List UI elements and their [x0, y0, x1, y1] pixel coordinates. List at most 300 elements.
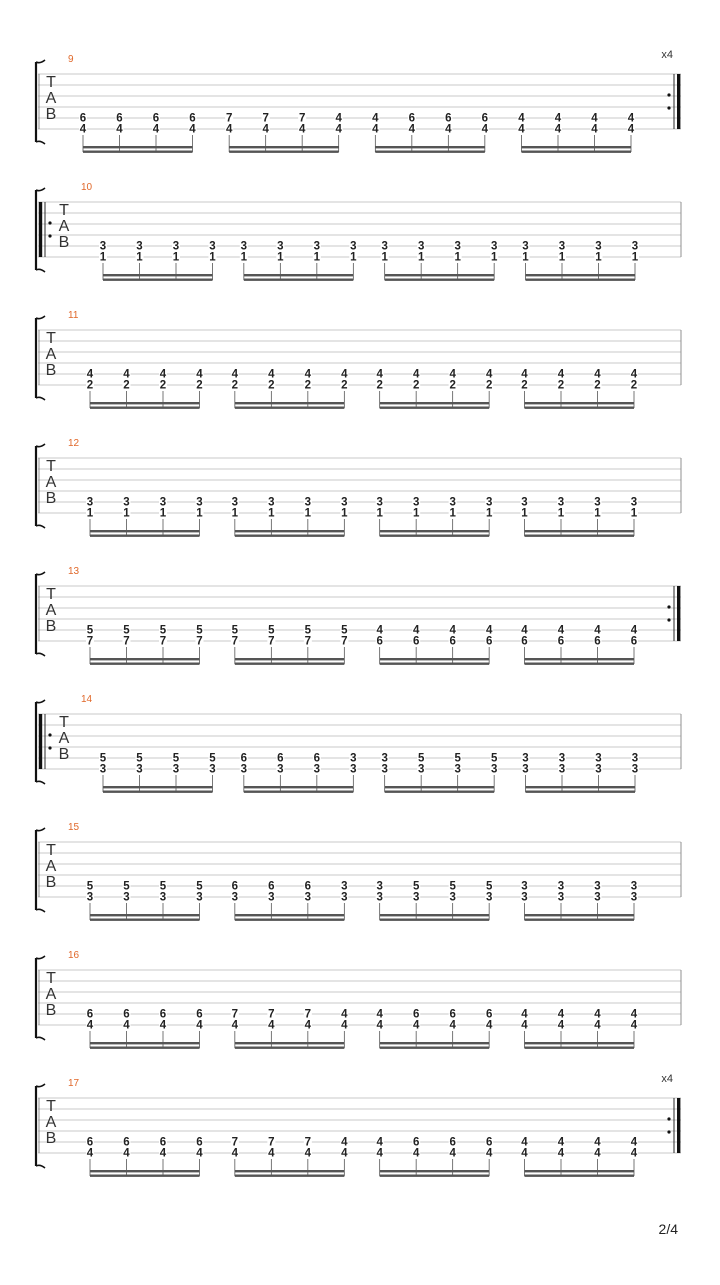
fret-number: 4 — [304, 1147, 312, 1160]
fret-number: 3 — [240, 763, 248, 776]
fret-number: 1 — [209, 251, 216, 264]
tab-clef-letter: B — [58, 746, 70, 763]
fret-number: 4 — [376, 1136, 383, 1149]
fret-number: 3 — [557, 880, 565, 893]
fret-number: 5 — [159, 624, 167, 637]
fret-number: 4 — [485, 1147, 493, 1160]
fret-number: 4 — [412, 368, 420, 381]
tab-system — [36, 1073, 681, 1177]
fret-number: 3 — [341, 880, 348, 893]
fret-number: 6 — [449, 1008, 456, 1021]
fret-number: 4 — [554, 112, 562, 125]
fret-number: 4 — [268, 368, 275, 381]
tab-clef-letter: A — [45, 474, 57, 491]
bracket-cap-bottom — [36, 141, 45, 144]
tab-clef-letter: T — [46, 74, 56, 91]
tab-system — [36, 182, 681, 281]
fret-number: 1 — [558, 251, 566, 264]
repeat-dot — [667, 93, 670, 96]
tab-system — [36, 950, 681, 1049]
fret-number: 3 — [631, 763, 639, 776]
fret-number: 5 — [196, 624, 203, 637]
fret-number: 4 — [268, 1019, 275, 1032]
fret-number: 6 — [268, 880, 275, 893]
fret-number: 4 — [123, 1147, 130, 1160]
beam — [526, 279, 636, 281]
fret-number: 3 — [454, 763, 461, 776]
fret-number: 4 — [521, 368, 528, 381]
fret-number: 4 — [594, 1019, 601, 1032]
fret-number: 4 — [627, 112, 635, 125]
beam — [525, 535, 635, 537]
bracket-cap-bottom — [36, 909, 45, 912]
fret-number: 5 — [172, 752, 180, 765]
fret-number: 3 — [558, 752, 566, 765]
fret-number: 4 — [123, 1019, 130, 1032]
fret-number: 6 — [123, 1136, 130, 1149]
tab-clef-letter: A — [45, 858, 57, 875]
fret-number: 2 — [594, 379, 601, 392]
beam — [90, 1047, 200, 1049]
fret-number: 3 — [86, 496, 94, 509]
fret-number: 3 — [123, 891, 130, 904]
fret-number: 4 — [630, 1008, 638, 1021]
measure-number: 16 — [68, 950, 80, 961]
tab-clef-letter: T — [46, 1098, 56, 1115]
measure-number: 10 — [81, 182, 93, 193]
fret-number: 1 — [240, 251, 248, 264]
measure-number: 11 — [68, 310, 79, 321]
fret-number: 4 — [521, 624, 528, 637]
fret-number: 3 — [521, 880, 528, 893]
tab-clef-letter: B — [45, 106, 57, 123]
beam — [525, 919, 635, 921]
fret-number: 4 — [298, 123, 306, 136]
fret-number: 5 — [341, 624, 348, 637]
fret-number: 3 — [350, 752, 357, 765]
bracket-cap-top — [36, 956, 45, 959]
fret-number: 3 — [304, 496, 312, 509]
beam — [385, 279, 495, 281]
fret-number: 4 — [376, 1019, 383, 1032]
fret-number: 2 — [341, 379, 348, 392]
fret-number: 7 — [341, 635, 348, 648]
beam — [235, 1175, 344, 1177]
fret-number: 6 — [408, 112, 416, 125]
fret-number: 1 — [341, 507, 348, 520]
fret-number: 7 — [159, 635, 167, 648]
beam — [385, 786, 495, 788]
fret-number: 4 — [518, 112, 525, 125]
repeat-end-thick-bar — [677, 586, 680, 641]
tab-clef-letter: T — [46, 330, 56, 347]
measure-number: 9 — [68, 54, 74, 65]
fret-number: 5 — [99, 752, 107, 765]
fret-number: 5 — [123, 624, 130, 637]
fret-number: 3 — [99, 763, 107, 776]
beam — [235, 402, 344, 404]
fret-number: 6 — [485, 1136, 493, 1149]
fret-number: 3 — [209, 763, 216, 776]
tab-clef-letter: B — [45, 874, 57, 891]
fret-number: 7 — [86, 635, 94, 648]
fret-number: 1 — [381, 251, 388, 264]
fret-number: 3 — [558, 240, 566, 253]
fret-number: 6 — [449, 635, 456, 648]
fret-number: 1 — [196, 507, 203, 520]
fret-number: 4 — [445, 123, 452, 136]
fret-number: 7 — [231, 1008, 239, 1021]
repeat-dot — [48, 221, 51, 224]
fret-number: 5 — [159, 880, 167, 893]
fret-number: 3 — [630, 891, 638, 904]
fret-number: 5 — [304, 624, 312, 637]
beam — [244, 274, 353, 276]
bracket-cap-bottom — [36, 269, 45, 272]
beam — [235, 535, 344, 537]
beam — [385, 274, 495, 276]
beam — [235, 530, 344, 532]
fret-number: 3 — [376, 496, 383, 509]
fret-number: 4 — [449, 1147, 456, 1160]
beam — [380, 402, 490, 404]
beam — [235, 1047, 344, 1049]
bracket-cap-bottom — [36, 1037, 45, 1040]
fret-number: 4 — [485, 624, 493, 637]
beam — [380, 1170, 490, 1172]
beam — [90, 402, 200, 404]
repeat-dot — [667, 1130, 670, 1133]
fret-number: 5 — [209, 752, 216, 765]
repeat-start-thick-bar — [39, 202, 42, 257]
tab-system — [36, 310, 681, 409]
fret-number: 4 — [268, 1147, 275, 1160]
beam — [103, 786, 213, 788]
fret-number: 7 — [231, 1136, 239, 1149]
fret-number: 6 — [376, 635, 383, 648]
beam — [235, 1042, 344, 1044]
fret-number: 4 — [231, 368, 239, 381]
fret-number: 1 — [86, 507, 94, 520]
fret-number: 7 — [268, 1136, 275, 1149]
fret-number: 3 — [381, 752, 388, 765]
tab-clef-letter: B — [45, 1130, 57, 1147]
repeat-dot — [48, 733, 51, 736]
fret-number: 6 — [557, 635, 565, 648]
fret-number: 4 — [152, 123, 160, 136]
fret-number: 3 — [231, 496, 239, 509]
fret-number: 4 — [557, 1019, 565, 1032]
fret-number: 6 — [116, 112, 123, 125]
fret-number: 3 — [557, 496, 565, 509]
tab-system — [36, 49, 681, 153]
fret-number: 6 — [123, 1008, 130, 1021]
fret-number: 5 — [268, 624, 275, 637]
fret-number: 4 — [557, 1008, 565, 1021]
beam — [235, 1170, 344, 1172]
fret-number: 3 — [159, 496, 167, 509]
fret-number: 3 — [595, 240, 602, 253]
beam — [525, 1170, 635, 1172]
fret-number: 6 — [277, 752, 284, 765]
beam — [103, 279, 213, 281]
measure-number: 14 — [81, 694, 93, 705]
fret-number: 3 — [631, 240, 639, 253]
fret-number: 3 — [595, 752, 602, 765]
repeat-count: x4 — [661, 1073, 673, 1085]
fret-number: 4 — [335, 123, 342, 136]
fret-number: 3 — [449, 891, 456, 904]
fret-number: 6 — [79, 112, 87, 125]
fret-number: 4 — [341, 1008, 348, 1021]
measure-number: 12 — [68, 438, 80, 449]
fret-number: 5 — [412, 880, 420, 893]
fret-number: 3 — [595, 763, 602, 776]
fret-number: 2 — [521, 379, 528, 392]
fret-number: 4 — [159, 368, 167, 381]
fret-number: 4 — [449, 1019, 456, 1032]
fret-number: 4 — [376, 1008, 383, 1021]
fret-number: 4 — [557, 368, 565, 381]
fret-number: 4 — [557, 1147, 565, 1160]
fret-number: 3 — [557, 891, 565, 904]
fret-number: 4 — [449, 624, 456, 637]
beam — [90, 1175, 200, 1177]
fret-number: 2 — [449, 379, 456, 392]
fret-number: 6 — [196, 1136, 203, 1149]
bracket-cap-top — [36, 572, 45, 575]
fret-number: 4 — [412, 624, 420, 637]
fret-number: 6 — [86, 1136, 94, 1149]
fret-number: 3 — [454, 240, 461, 253]
repeat-end-thick-bar — [677, 74, 680, 129]
fret-number: 4 — [196, 368, 203, 381]
fret-number: 4 — [412, 1147, 420, 1160]
beam — [380, 1047, 490, 1049]
bracket-cap-top — [36, 188, 45, 191]
fret-number: 4 — [521, 1147, 528, 1160]
fret-number: 1 — [557, 507, 565, 520]
fret-number: 1 — [99, 251, 107, 264]
tab-clef-letter: A — [58, 730, 70, 747]
fret-number: 3 — [277, 763, 284, 776]
fret-number: 1 — [417, 251, 425, 264]
fret-number: 4 — [86, 1019, 94, 1032]
page-number: 2/4 — [658, 1221, 678, 1237]
fret-number: 3 — [209, 240, 216, 253]
fret-number: 4 — [231, 1147, 239, 1160]
beam — [526, 786, 636, 788]
fret-number: 3 — [123, 496, 130, 509]
beam — [525, 1042, 635, 1044]
fret-number: 2 — [123, 379, 130, 392]
fret-number: 7 — [196, 635, 203, 648]
beam — [244, 279, 353, 281]
fret-number: 4 — [376, 368, 383, 381]
fret-number: 6 — [630, 635, 638, 648]
fret-number: 4 — [557, 624, 565, 637]
beam — [526, 274, 636, 276]
fret-number: 3 — [417, 240, 425, 253]
fret-number: 2 — [86, 379, 94, 392]
fret-number: 5 — [136, 752, 143, 765]
fret-number: 4 — [485, 368, 493, 381]
fret-number: 3 — [341, 891, 348, 904]
fret-number: 4 — [449, 368, 456, 381]
fret-number: 3 — [196, 496, 203, 509]
fret-number: 4 — [304, 1019, 312, 1032]
fret-number: 4 — [196, 1019, 203, 1032]
fret-number: 4 — [225, 123, 233, 136]
fret-number: 3 — [521, 891, 528, 904]
beam — [525, 1047, 635, 1049]
fret-number: 4 — [521, 1019, 528, 1032]
fret-number: 4 — [594, 624, 601, 637]
fret-number: 4 — [86, 368, 94, 381]
fret-number: 6 — [412, 1136, 420, 1149]
fret-number: 3 — [240, 240, 248, 253]
fret-number: 1 — [594, 507, 601, 520]
fret-number: 4 — [412, 1019, 420, 1032]
beam — [90, 535, 200, 537]
repeat-dot — [48, 234, 51, 237]
fret-number: 7 — [231, 635, 239, 648]
beam — [90, 663, 200, 665]
fret-number: 2 — [376, 379, 383, 392]
fret-number: 3 — [412, 891, 420, 904]
fret-number: 1 — [268, 507, 275, 520]
fret-number: 3 — [490, 763, 498, 776]
bracket-cap-bottom — [36, 1165, 45, 1168]
beam — [90, 658, 200, 660]
fret-number: 3 — [558, 763, 566, 776]
beam — [244, 791, 353, 793]
fret-number: 5 — [231, 624, 239, 637]
fret-number: 4 — [485, 1019, 493, 1032]
bracket-cap-bottom — [36, 525, 45, 528]
fret-number: 3 — [485, 891, 493, 904]
fret-number: 4 — [372, 112, 379, 125]
fret-number: 3 — [417, 763, 425, 776]
tab-clef-letter: T — [46, 842, 56, 859]
fret-number: 6 — [485, 1008, 493, 1021]
fret-number: 4 — [79, 123, 87, 136]
beam — [525, 1175, 635, 1177]
bracket-cap-top — [36, 700, 45, 703]
tab-clef-letter: T — [46, 458, 56, 475]
fret-number: 3 — [594, 891, 601, 904]
fret-number: 1 — [412, 507, 420, 520]
fret-number: 6 — [481, 112, 489, 125]
beam — [525, 530, 635, 532]
tab-system — [36, 438, 681, 537]
fret-number: 4 — [630, 1147, 638, 1160]
fret-number: 1 — [313, 251, 321, 264]
fret-number: 5 — [196, 880, 203, 893]
fret-number: 4 — [630, 624, 638, 637]
tab-system — [36, 694, 681, 793]
beam — [385, 791, 495, 793]
fret-number: 3 — [136, 240, 143, 253]
beam — [229, 151, 339, 153]
tab-clef-letter: A — [45, 1114, 57, 1131]
fret-number: 4 — [408, 123, 416, 136]
bracket-cap-top — [36, 316, 45, 319]
fret-number: 4 — [341, 368, 348, 381]
fret-number: 3 — [196, 891, 203, 904]
fret-number: 7 — [268, 1008, 275, 1021]
bracket-cap-bottom — [36, 653, 45, 656]
fret-number: 3 — [376, 880, 383, 893]
fret-number: 4 — [630, 1019, 638, 1032]
fret-number: 3 — [630, 496, 638, 509]
beam — [380, 914, 490, 916]
fret-number: 1 — [231, 507, 239, 520]
fret-number: 4 — [116, 123, 123, 136]
fret-number: 6 — [159, 1136, 167, 1149]
beam — [83, 151, 193, 153]
fret-number: 3 — [522, 763, 529, 776]
fret-number: 6 — [313, 752, 321, 765]
tab-clef-letter: A — [45, 90, 57, 107]
fret-number: 4 — [554, 123, 562, 136]
fret-number: 4 — [335, 112, 342, 125]
fret-number: 4 — [372, 123, 379, 136]
beam — [525, 914, 635, 916]
fret-number: 3 — [490, 240, 498, 253]
fret-number: 3 — [268, 891, 275, 904]
fret-number: 4 — [594, 368, 601, 381]
fret-number: 5 — [449, 880, 456, 893]
fret-number: 2 — [557, 379, 565, 392]
fret-number: 3 — [99, 240, 107, 253]
fret-number: 4 — [521, 1008, 528, 1021]
fret-number: 1 — [376, 507, 383, 520]
beam — [380, 407, 490, 409]
beam — [90, 530, 200, 532]
beam — [525, 407, 635, 409]
beam — [90, 407, 200, 409]
fret-number: 6 — [159, 1008, 167, 1021]
beam — [90, 1170, 200, 1172]
fret-number: 5 — [123, 880, 130, 893]
fret-number: 4 — [159, 1019, 167, 1032]
fret-number: 5 — [490, 752, 498, 765]
repeat-dot — [667, 106, 670, 109]
fret-number: 3 — [86, 891, 94, 904]
beam — [380, 1175, 490, 1177]
beam — [235, 663, 344, 665]
fret-number: 7 — [304, 635, 312, 648]
fret-number: 4 — [341, 1019, 348, 1032]
beam — [90, 919, 200, 921]
fret-number: 3 — [485, 496, 493, 509]
fret-number: 1 — [449, 507, 456, 520]
beam — [380, 530, 490, 532]
bracket-cap-top — [36, 828, 45, 831]
fret-number: 6 — [231, 880, 239, 893]
fret-number: 3 — [304, 891, 312, 904]
fret-number: 1 — [123, 507, 130, 520]
tab-system — [36, 566, 681, 665]
fret-number: 3 — [594, 496, 601, 509]
tab-clef-letter: T — [59, 714, 69, 731]
beam — [525, 663, 635, 665]
fret-number: 7 — [304, 1136, 312, 1149]
tab-clef-letter: B — [45, 490, 57, 507]
fret-number: 4 — [481, 123, 489, 136]
fret-number: 4 — [341, 1147, 348, 1160]
